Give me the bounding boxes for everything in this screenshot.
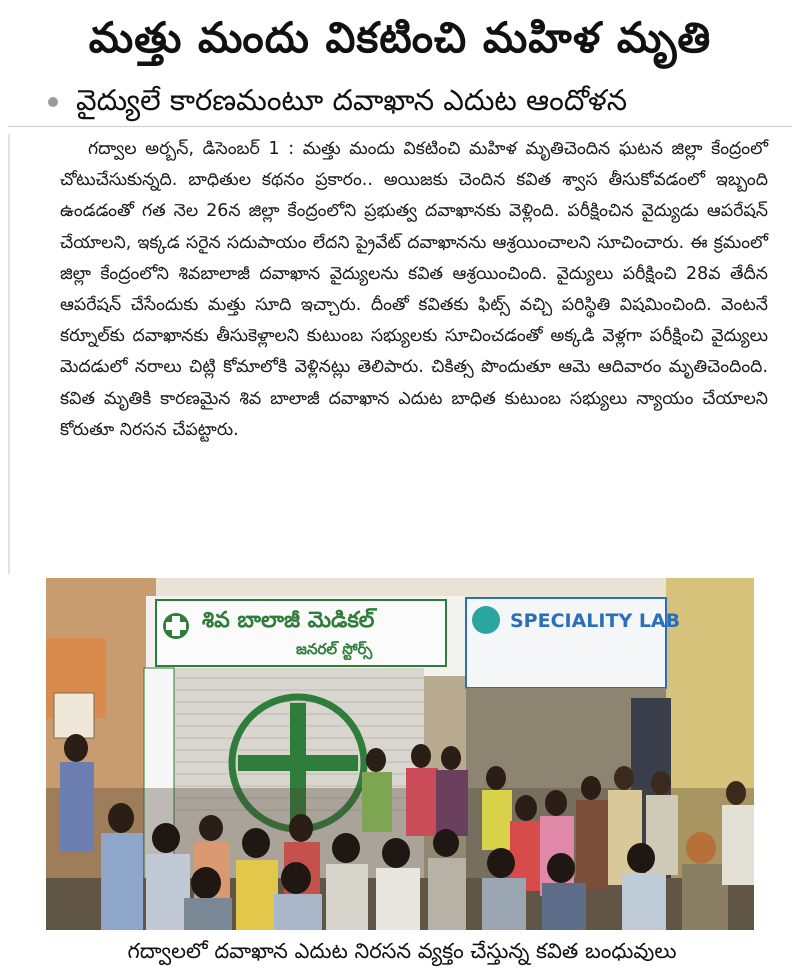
subheadline-text: వైద్యులే కారణమంటూ దవాఖాన ఎదుట ఆందోళన bbox=[76, 83, 628, 117]
bullet-icon bbox=[48, 97, 58, 107]
article-headline: మత్తు మందు వికటించి మహిళ మృతి bbox=[88, 13, 712, 62]
lab-sign-name: SPECIALITY LAB bbox=[510, 610, 681, 632]
newspaper-clipping bbox=[8, 6, 792, 968]
article-paragraph: గద్వాల అర్బన్, డిసెంబర్ 1 : మత్తు మందు వికటించి మహిళ మృతిచెందిన ఘటన జిల్లా కేంద్రంలో చోటుచేసుకున్నది. బాధితుల కథనం ప్రకారం.. అయిజకు చెందిన కవిత శ్వాస తీసుకోవడంలో ఇబ్బంది ఉండడంతో గత నెల 26న జిల్లా కేంద్రంలోని ప్రభుత్వ దవాఖానకు వెళ్లింది. పరీక్షించిన వైద్యుడు ఆపరేషన్ చేయాలని, ఇక్కడ సరైన సదుపాయం లేదని ప్రైవేట్ దవాఖానను ఆశ్రయించాలని సూచించారు. ఈ క్రమంలో జిల్లా కేంద్రంలోని శివబాలాజీ దవాఖాన వైద్యులను కవిత ఆశ్రయించింది. వైద్యులు పరీక్షించి 28వ తేదీన ఆపరేషన్ చేసేందుకు మత్తు సూది ఇచ్చారు. దీంతో కవితకు ఫిట్స్ వచ్చి పరిస్థితి విషమించింది. వెంటనే కర్నూల్‌కు దవాఖానకు తీసుకెళ్లాలని కుటుంబ సభ్యులకు సూచించడంతో అక్కడి వెళ్లగా పరీక్షించి వైద్యులు మెదడులో నరాలు చిట్లి కోమాలోకి వెళ్లినట్లు తెలిపారు. చికిత్స పొందుతూ ఆమె ఆదివారం మృతిచెందింది. కవిత మృతికి కారణమైన శివ బాలాజీ దవాఖాన ఎదుట బాధిత కుటుంబ సభ్యులు న్యాయం చేయాలని కోరుతూ నిరసన చేపట్టారు. bbox=[60, 139, 768, 440]
news-photo bbox=[46, 578, 754, 930]
column-rule bbox=[8, 134, 10, 574]
photo-caption: గద్వాలలో దవాఖాన ఎదుట నిరసన వ్యక్తం చేస్తున్న కవిత బంధువులు bbox=[127, 939, 677, 963]
shop-sign-name: శివ బాలాజీ మెడికల్ bbox=[202, 608, 375, 633]
article-body bbox=[60, 134, 768, 446]
shop-sign-subtitle: జనరల్ స్టోర్స్ bbox=[296, 640, 373, 658]
divider bbox=[8, 126, 792, 127]
article-subheadline bbox=[48, 78, 768, 122]
